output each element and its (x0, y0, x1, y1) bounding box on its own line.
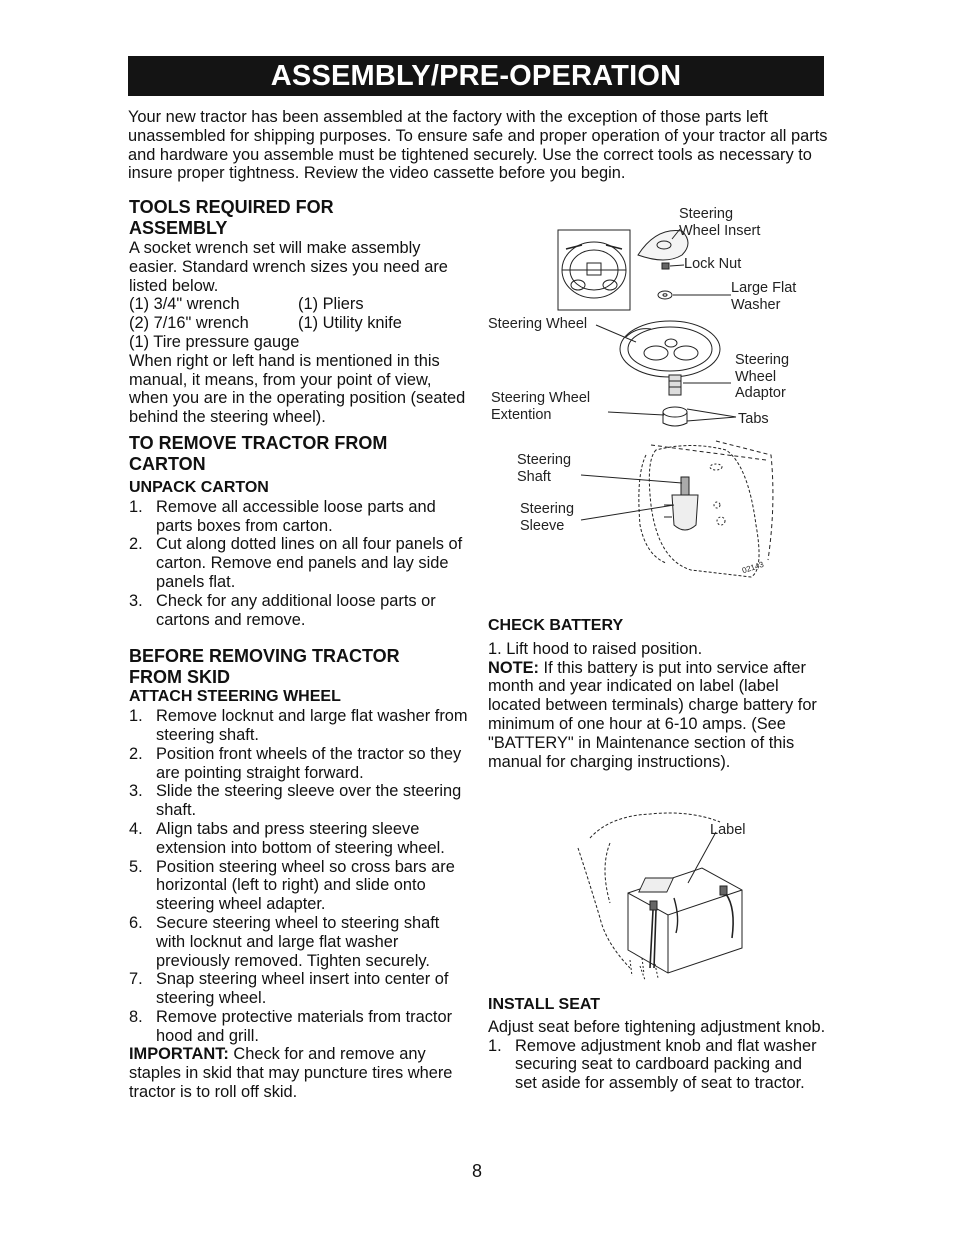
steering-steps (129, 707, 469, 1045)
list-item: 1. Remove all accessible loose parts and parts boxes from carton. (129, 497, 436, 535)
tabs-label: Tabs (738, 411, 769, 427)
steering-wheel-label: Steering Wheel (488, 316, 588, 332)
remove-carton-heading: TO REMOVE TRACTOR FROM CARTON (129, 432, 388, 474)
install-seat-steps (488, 1037, 828, 1093)
list-item: 3. Slide the steering sleeve over the steering shaft. (129, 782, 462, 820)
tools-heading: TOOLS REQUIRED FOR ASSEMBLY (129, 197, 334, 238)
page-number: 8 (471, 1161, 482, 1181)
list-item: 1. Remove adjustment knob and flat washer securing seat to cardboard packing and set aside for assembly of seat to tractor. (488, 1036, 817, 1093)
steering-shaft-label: Steering Shaft (517, 452, 572, 485)
important-note: IMPORTANT: Check for and remove any staples in skid that may puncture tires where tractor is to roll off skid. (129, 1045, 453, 1102)
large-flat-washer-label: Large Flat Washer (731, 280, 797, 313)
tools-list (129, 295, 469, 351)
tool-item: (2) 7/16" wrench (129, 314, 249, 333)
steering-sleeve-label: Steering Sleeve (520, 501, 575, 534)
figure-code: 02143 (740, 559, 765, 576)
check-battery-heading: CHECK BATTERY (488, 617, 624, 634)
before-skid-heading: BEFORE REMOVING TRACTOR FROM SKID (129, 646, 400, 688)
left-column (129, 197, 469, 1102)
unpack-steps (129, 498, 469, 630)
list-item: 5. Position steering wheel so cross bars are horizontal (left to right) and slide onto steering wheel adapter. (129, 857, 455, 914)
install-seat-heading: INSTALL SEAT (488, 996, 600, 1013)
tool-item: (1) 3/4" wrench (129, 295, 240, 314)
page-title: ASSEMBLY/PRE-OPERATION (270, 59, 682, 92)
lock-nut-label: Lock Nut (684, 256, 742, 272)
list-item: 3. Check for any additional loose parts or cartons and remove. (129, 591, 436, 629)
install-seat-intro: Adjust seat before tightening adjustment knob. (488, 1017, 826, 1036)
steering-wheel-extention-label: Steering Wheel Extention (491, 390, 591, 423)
list-item: 6. Secure steering wheel to steering shaft with locknut and large flat washer previously removed. Tighten securely. (129, 913, 440, 970)
tool-item: (1) Tire pressure gauge (129, 332, 300, 351)
steering-wheel-insert-label: Steering Wheel Insert (679, 206, 761, 239)
unpack-carton-subheading: UNPACK CARTON (129, 478, 269, 496)
list-item: 2. Position front wheels of the tractor so they are pointing straight forward. (129, 744, 462, 782)
steering-assembly-figure (486, 205, 831, 585)
list-item: 2. Cut along dotted lines on all four panels of carton. Remove end panels and lay side panels flat. (129, 535, 463, 591)
battery-figure (570, 808, 755, 983)
battery-note: NOTE: If this battery is put into service after month and year indicated on label (label located between terminals) charge battery for minimum of one hour at 6-10 amps. (See "BATTERY" in Maintenance section of this manual for charging instructions). (488, 658, 817, 771)
tools-intro: A socket wrench set will make assembly easier. Standard wrench sizes you need are listed below. (129, 239, 448, 295)
hand-note: When right or left hand is mentioned in this manual, it means, from your point of view, when you are in the operating position (seated behind the steering wheel). (129, 351, 466, 427)
list-item: 1. Remove locknut and large flat washer from steering shaft. (129, 707, 468, 744)
tool-item: (1) Utility knife (298, 314, 402, 333)
battery-label-callout: Label (710, 822, 746, 838)
list-item: 8. Remove protective materials from tractor hood and grill. (129, 1007, 453, 1045)
attach-steering-subheading: ATTACH STEERING WHEEL (129, 688, 341, 706)
page-title-banner (128, 56, 824, 96)
intro-paragraph: Your new tractor has been assembled at the factory with the exception of those parts left unassembled for shipping purposes. To ensure safe and proper operation of your tractor all parts and hardware you assemble must be tightened securely. Use the correct tools as necessary to insure proper tightness. Review the video cassette before you begin. (128, 108, 828, 183)
steering-wheel-adaptor-label: Steering Wheel Adaptor (735, 352, 790, 401)
list-item: 4. Align tabs and press steering sleeve extension into bottom of steering wheel. (129, 819, 445, 857)
battery-step: 1. Lift hood to raised position. (488, 639, 703, 658)
install-seat-section (488, 996, 828, 1093)
tool-item: (1) Pliers (298, 295, 364, 314)
right-column (488, 617, 828, 771)
list-item: 7. Snap steering wheel insert into center of steering wheel. (129, 970, 449, 1008)
